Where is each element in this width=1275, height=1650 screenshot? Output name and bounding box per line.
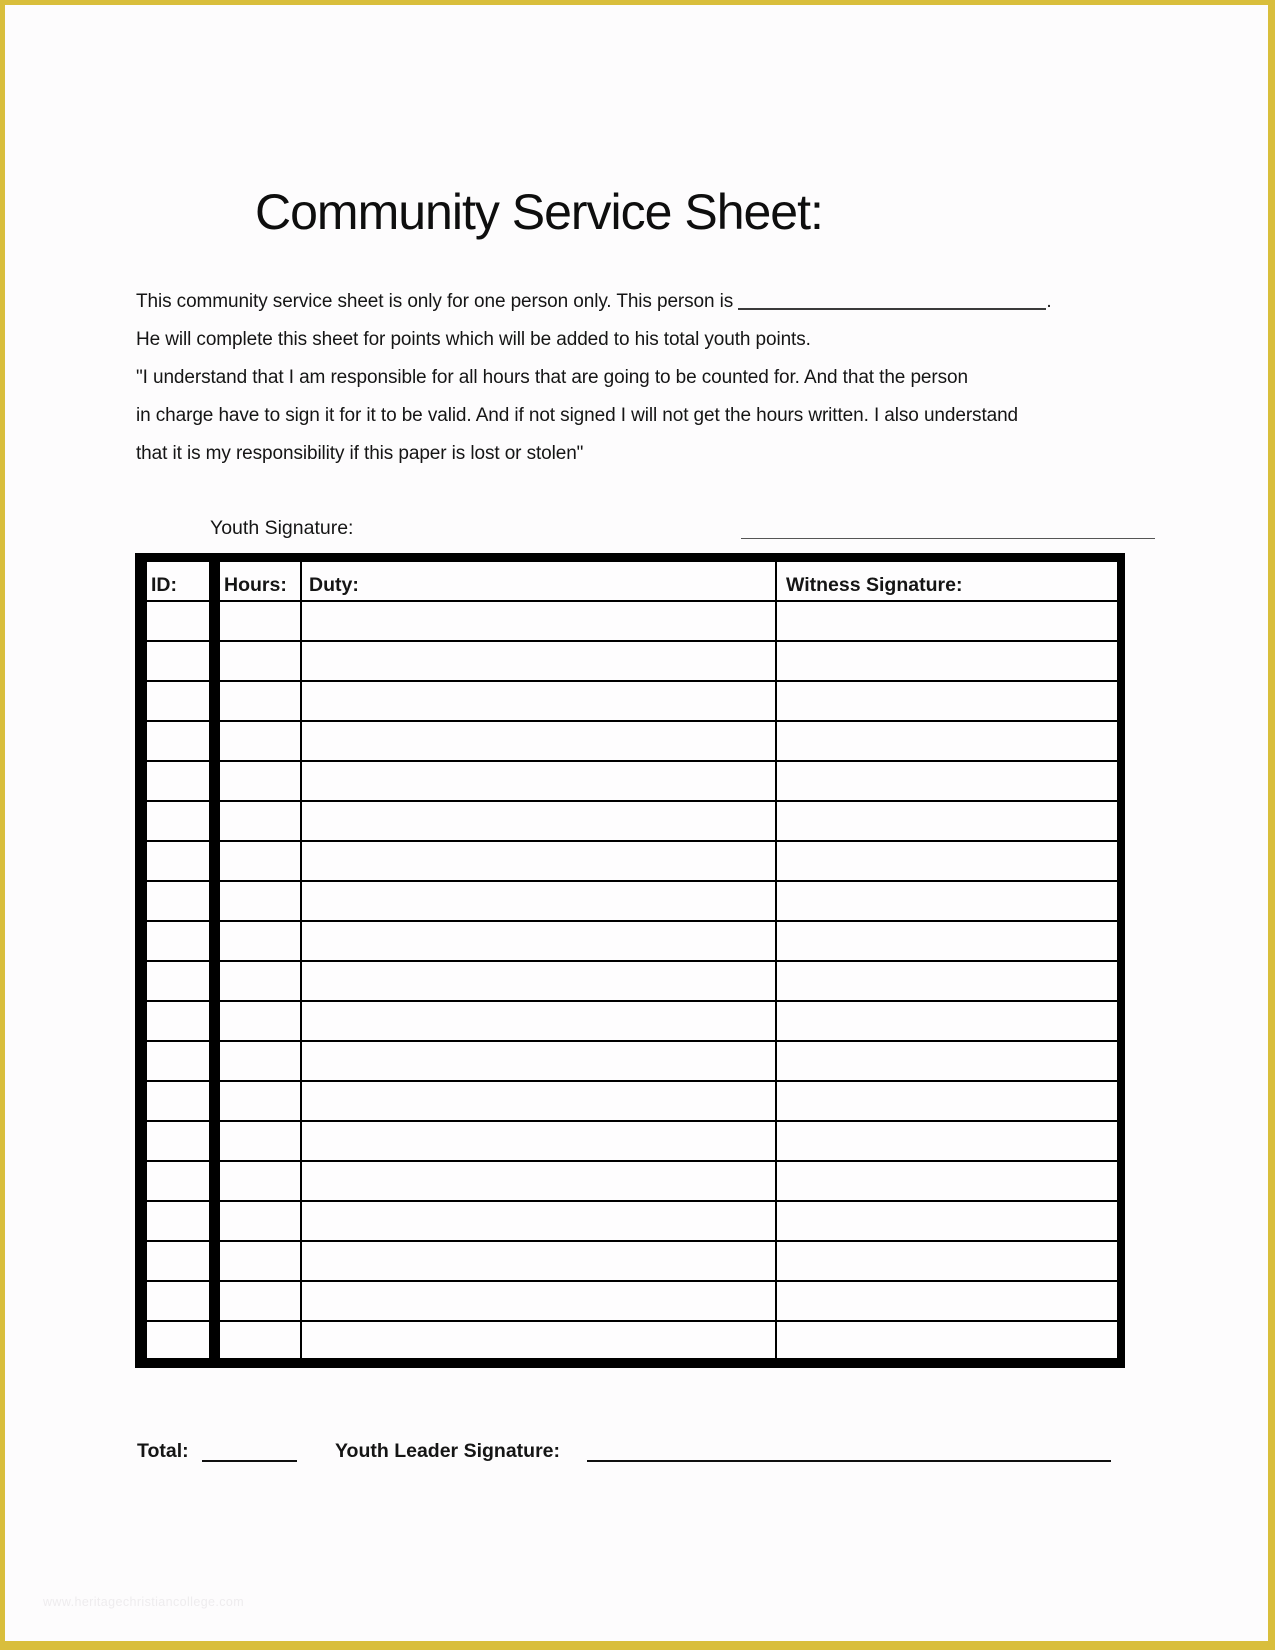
table-cell [777,1042,1117,1082]
table-cell [220,1122,302,1162]
table-cell [220,1282,302,1322]
table-cell [147,762,220,802]
intro-line-1-text: This community service sheet is only for one person only. This person is [136,291,739,312]
youth-signature-blank-line [741,538,1155,539]
table-cell [302,962,777,1002]
table-cell [220,802,302,842]
table-cell [777,802,1117,842]
youth-signature-label: Youth Signature: [210,517,354,539]
table-cell [220,722,302,762]
table-cell [777,1242,1117,1282]
table-cell [777,1082,1117,1122]
table-cell [147,882,220,922]
page-title: Community Service Sheet: [255,184,823,240]
table-cell [302,1202,777,1242]
table-cell [302,762,777,802]
table-cell [147,802,220,842]
table-cell [302,722,777,762]
intro-line-1 [136,283,1166,321]
table-cell [147,1322,220,1358]
table-cell [302,642,777,682]
table-cell [147,642,220,682]
table-cell [147,922,220,962]
table-cell [220,882,302,922]
table-cell [777,722,1117,762]
total-label: Total: [137,1440,189,1462]
table-cell [302,842,777,882]
table-cell [220,1202,302,1242]
table-cell [777,682,1117,722]
watermark-text: www.heritagechristiancollege.com [43,1595,245,1609]
table-cell [777,842,1117,882]
intro-line-2: He will complete this sheet for points which will be added to his total youth points. [136,329,811,350]
youth-leader-signature-label: Youth Leader Signature: [335,1440,560,1462]
table-cell [777,642,1117,682]
table-cell [302,682,777,722]
table-cell [777,1162,1117,1202]
header-cell-hours: Hours: [220,562,302,602]
table-cell [220,682,302,722]
header-cell-duty: Duty: [302,562,777,602]
table-cell [220,922,302,962]
table-cell [302,1322,777,1358]
intro-line-3: "I understand that I am responsible for all hours that are going to be counted for. And that the person [136,367,968,388]
youth-leader-signature-blank-line [587,1439,1111,1462]
table-cell [147,842,220,882]
table-cell [777,602,1117,642]
table-cell [147,1082,220,1122]
table-cell [220,1042,302,1082]
table-cell [147,1242,220,1282]
intro-line-5: that it is my responsibility if this paper is lost or stolen" [136,443,584,464]
table-cell [147,962,220,1002]
table-cell [220,1322,302,1358]
table-cell [777,1322,1117,1358]
table-cell [302,1002,777,1042]
table-cell [777,962,1117,1002]
total-blank-line [202,1439,297,1462]
footer-row [5,1436,1268,1476]
table-cell [777,922,1117,962]
table-cell [302,882,777,922]
table-cell [147,1002,220,1042]
table-cell [147,1202,220,1242]
intro-line-4: in charge have to sign it for it to be valid. And if not signed I will not get the hours written. I also understand [136,405,1019,426]
intro-line-1-period: . [1046,291,1052,312]
table-cell [302,922,777,962]
table-cell [220,962,302,1002]
table-cell [777,1282,1117,1322]
table-cell [147,722,220,762]
table-cell [302,802,777,842]
table-cell [302,1122,777,1162]
table-cell [302,1242,777,1282]
header-cell-witnesssignature: Witness Signature: [777,562,1117,602]
table-cell [220,642,302,682]
table-cell [777,1002,1117,1042]
table-cell [220,762,302,802]
table-cell [302,1082,777,1122]
table-cell [777,1122,1117,1162]
table-cell [302,1162,777,1202]
table-cell [147,602,220,642]
service-log-table [135,553,1125,1368]
table-cell [302,1042,777,1082]
table-cell [220,1242,302,1282]
table-cell [220,602,302,642]
header-cell-id: ID: [147,562,220,602]
table-cell [302,602,777,642]
table-cell [147,682,220,722]
table-cell [777,882,1117,922]
person-name-blank-line [738,290,1046,310]
table-cell [220,1082,302,1122]
table-cell [147,1042,220,1082]
table-cell [220,1002,302,1042]
table-cell [220,842,302,882]
table-cell [220,1162,302,1202]
table-cell [147,1122,220,1162]
table-cell [147,1282,220,1322]
table-cell [777,762,1117,802]
table-cell [777,1202,1117,1242]
intro-paragraph [136,283,1166,473]
table-cell [147,1162,220,1202]
table-cell [302,1282,777,1322]
